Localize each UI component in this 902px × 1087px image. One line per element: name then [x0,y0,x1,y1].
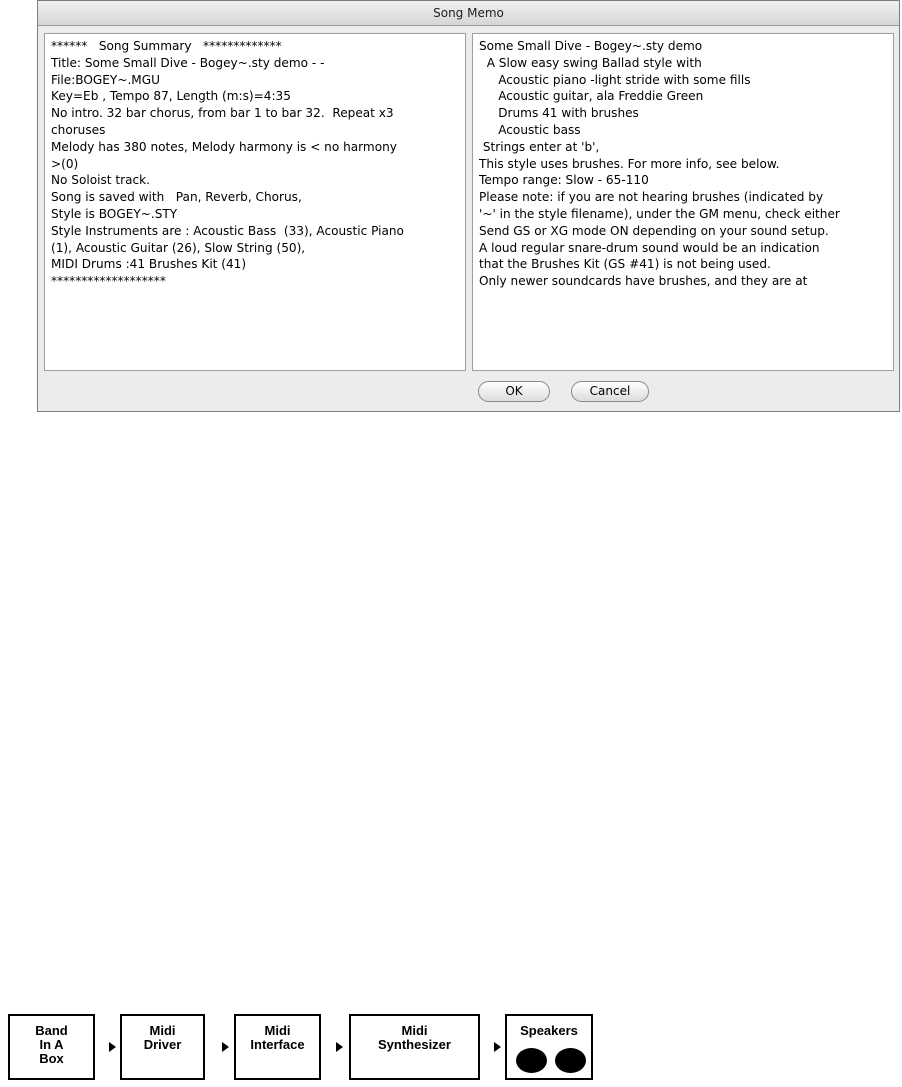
song-summary-text-area[interactable] [44,33,466,371]
summary-line: >(0) [51,156,79,171]
box-label-line: Midi [149,1023,176,1038]
memo-line: Tempo range: Slow - 65-110 [479,173,649,188]
summary-line: Style is BOGEY~.STY [51,206,178,221]
signal-chain-diagram [0,1006,902,1087]
midi-interface-box [234,1014,321,1080]
arrow-right-icon [222,1042,229,1052]
box-label-line: Band [35,1023,68,1038]
memo-line: Acoustic bass [479,122,581,137]
memo-line: that the Brushes Kit (GS #41) is not being used. [479,257,771,272]
summary-line: Key=Eb , Tempo 87, Length (m:s)=4:35 [51,89,291,104]
summary-line: File:BOGEY~.MGU [51,72,160,87]
box-label-line: Midi [264,1023,291,1038]
cancel-button[interactable]: Cancel [571,381,649,402]
summary-line: No intro. 32 bar chorus, from bar 1 to bar 32. Repeat x3 [51,106,394,121]
memo-line: Some Small Dive - Bogey~.sty demo [479,39,703,53]
box-label-line: In A [39,1037,64,1052]
memo-line: Strings enter at 'b', [479,139,600,154]
arrow-right-icon [336,1042,343,1052]
arrow-right-icon [494,1042,501,1052]
memo-line: Acoustic piano -light stride with some fills [479,72,751,87]
speakers-box [505,1014,593,1080]
summary-line: Title: Some Small Dive - Bogey~.sty demo - - [51,55,325,70]
midi-synthesizer-box [349,1014,480,1080]
speaker-icon [555,1048,586,1073]
memo-line: Acoustic guitar, ala Freddie Green [479,89,704,104]
box-label-line: Midi [401,1023,428,1038]
ok-button[interactable]: OK [478,381,550,402]
summary-line: Melody has 380 notes, Melody harmony is < no harmony [51,139,397,154]
summary-line: ****** Song Summary ************* [51,39,282,53]
memo-line: A loud regular snare-drum sound would be an indication [479,240,820,255]
dialog-title: Song Memo [38,1,899,26]
memo-line: This style uses brushes. For more info, see below. [479,156,780,171]
summary-line: MIDI Drums :41 Brushes Kit (41) [51,257,247,272]
band-in-a-box-box [8,1014,95,1080]
memo-line: '~' in the style filename), under the GM menu, check either [479,206,840,221]
song-memo-text-area[interactable] [472,33,894,371]
arrow-right-icon [109,1042,116,1052]
summary-line: Style Instruments are : Acoustic Bass (33), Acoustic Piano [51,223,404,238]
box-label-line: Driver [143,1037,182,1052]
memo-line: Send GS or XG mode ON depending on your sound setup. [479,223,829,238]
midi-driver-box [120,1014,205,1080]
summary-line: choruses [51,122,106,137]
memo-line: A Slow easy swing Ballad style with [479,55,702,70]
summary-line: (1), Acoustic Guitar (26), Slow String (50), [51,240,306,255]
song-memo-dialog [37,0,900,412]
box-label-line: Box [39,1051,64,1066]
memo-line: Drums 41 with brushes [479,106,639,121]
speaker-icon [516,1048,547,1073]
box-label-line: Speakers [520,1023,578,1038]
memo-line: Please note: if you are not hearing brushes (indicated by [479,190,824,205]
summary-line: ******************* [51,274,166,289]
memo-line: Only newer soundcards have brushes, and they are at [479,274,808,289]
summary-line: No Soloist track. [51,173,150,188]
summary-line: Song is saved with Pan, Reverb, Chorus, [51,190,302,205]
box-label-line: Interface [250,1037,305,1052]
box-label-line: Synthesizer [378,1037,451,1052]
